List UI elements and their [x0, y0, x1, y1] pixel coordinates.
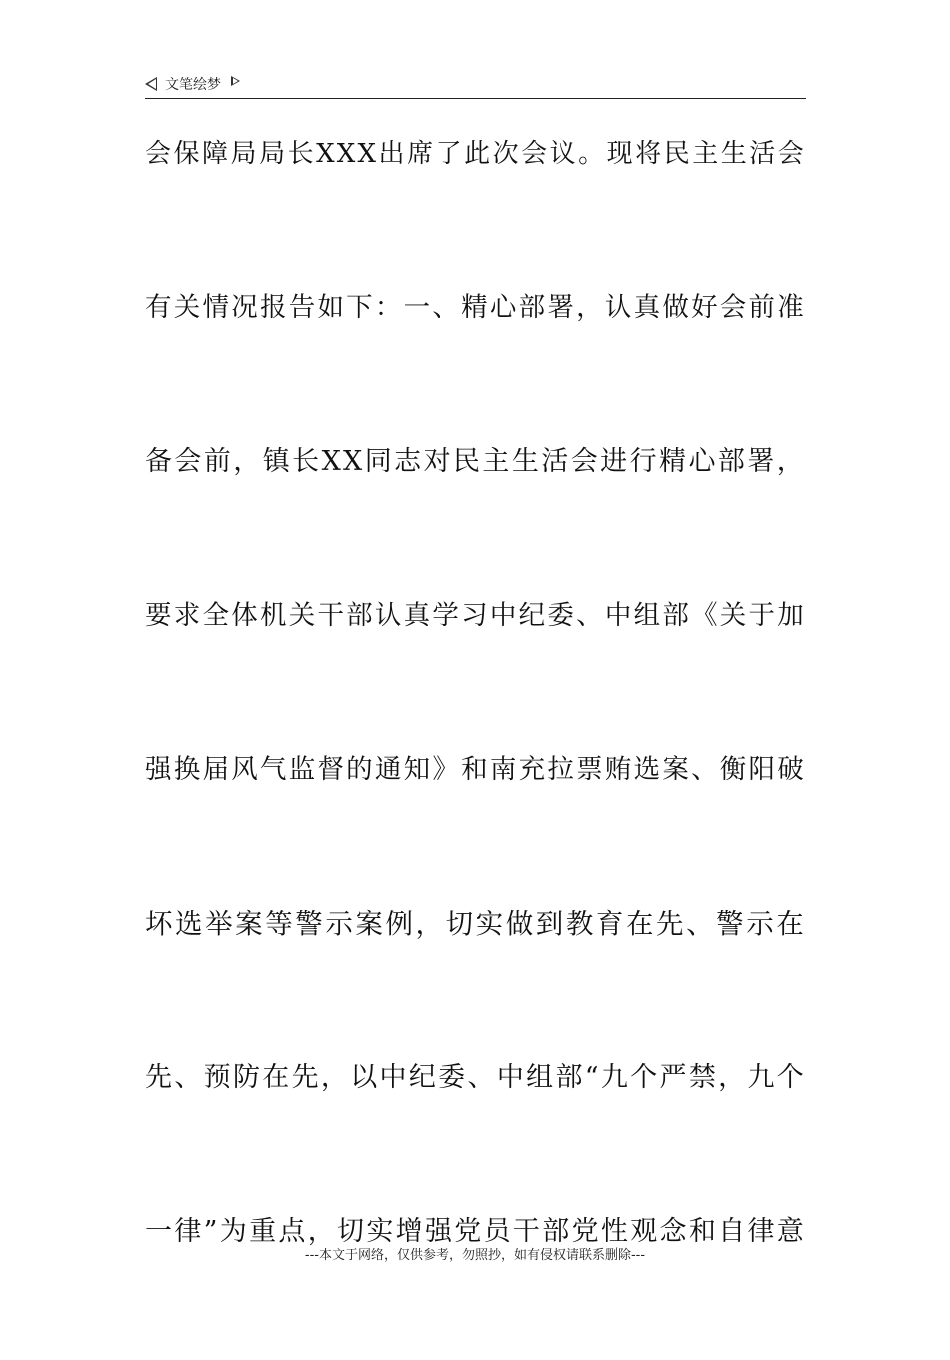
header-divider	[145, 98, 806, 99]
body-line: 一律”为重点，切实增强党员干部党性观念和自律意	[145, 1216, 806, 1247]
triangle-right-icon	[231, 76, 240, 86]
body-line: 备会前，镇长XX同志对民主生活会进行精心部署，	[145, 446, 806, 477]
header-title: 文笔绘梦	[165, 77, 221, 93]
page-footer: ---本文于网络，仅供参考，勿照抄，如有侵权请联系删除---	[304, 1248, 646, 1263]
page-header	[145, 72, 240, 96]
body-line: 要求全体机关干部认真学习中纪委、中组部《关于加	[145, 600, 806, 631]
body-line: 坏选举案等警示案例，切实做到教育在先、警示在	[145, 908, 806, 940]
body-line: 强换届风气监督的通知》和南充拉票贿选案、衡阳破	[145, 754, 806, 785]
body-line: 先、预防在先，以中纪委、中组部“九个严禁，九个	[145, 1062, 806, 1093]
body-line: 会保障局局长XXX出席了此次会议。现将民主生活会	[145, 139, 806, 169]
triangle-left-icon	[145, 77, 157, 91]
body-text	[145, 128, 806, 1360]
body-line: 有关情况报告如下：一、精心部署，认真做好会前准	[145, 292, 806, 323]
